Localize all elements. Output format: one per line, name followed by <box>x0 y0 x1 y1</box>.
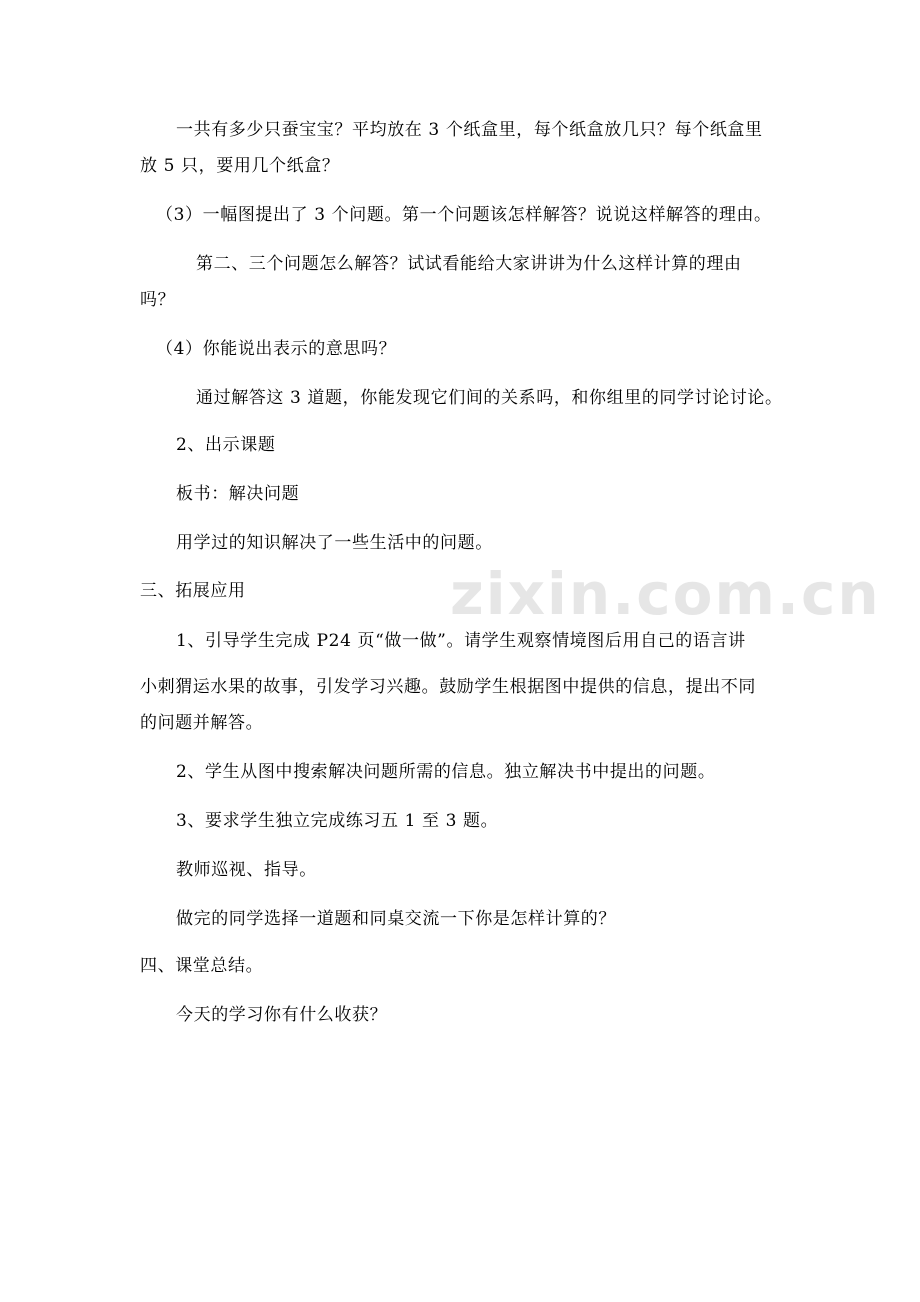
paragraph-line: 今天的学习你有什么收获？ <box>176 1005 388 1025</box>
paragraph-line: 放 5 只，要用几个纸盒？ <box>140 156 340 176</box>
section-heading: 2、出示课题 <box>176 435 276 455</box>
paragraph-line: 小刺猬运水果的故事，引发学习兴趣。鼓励学生根据图中提供的信息，提出不同 <box>140 677 756 697</box>
paragraph-line: （3）一幅图提出了 3 个问题。第一个问题该怎样解答？说说这样解答的理由。 <box>156 205 772 225</box>
paragraph-line: 板书：解决问题 <box>176 484 300 504</box>
paragraph-line: 一共有多少只蚕宝宝？平均放在 3 个纸盒里，每个纸盒放几只？每个纸盒里 <box>176 120 763 140</box>
paragraph-line: 教师巡视、指导。 <box>176 860 317 880</box>
paragraph-line: 做完的同学选择一道题和同桌交流一下你是怎样计算的？ <box>176 909 616 929</box>
watermark: zixin.com.cn <box>450 560 881 628</box>
paragraph-line: （4）你能说出表示的意思吗？ <box>156 339 397 359</box>
paragraph-line: 用学过的知识解决了一些生活中的问题。 <box>176 533 493 553</box>
paragraph-line: 的问题并解答。 <box>140 713 264 733</box>
section-heading: 三、拓展应用 <box>140 581 246 601</box>
paragraph-line: 通过解答这 3 道题，你能发现它们间的关系吗，和你组里的同学讨论讨论。 <box>196 388 783 408</box>
paragraph-line: 3、要求学生独立完成练习五 1 至 3 题。 <box>176 811 499 831</box>
paragraph-line: 吗？ <box>140 290 176 310</box>
paragraph-line: 2、学生从图中搜索解决问题所需的信息。独立解决书中提出的问题。 <box>176 762 716 782</box>
section-heading: 四、课堂总结。 <box>140 956 264 976</box>
paragraph-line: 1、引导学生完成 P24 页“做一做”。请学生观察情境图后用自己的语言讲 <box>176 631 746 651</box>
paragraph-line: 第二、三个问题怎么解答？试试看能给大家讲讲为什么这样计算的理由 <box>196 254 742 274</box>
